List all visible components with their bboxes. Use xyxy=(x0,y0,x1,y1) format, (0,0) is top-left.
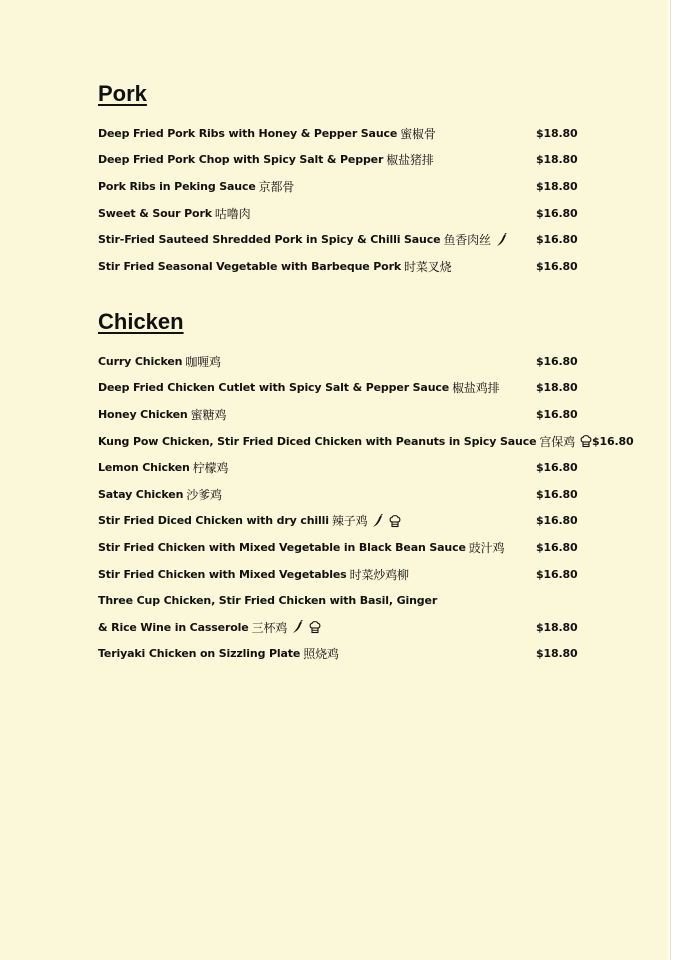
menu-item-chinese: 椒盐鸡排 xyxy=(452,381,500,396)
menu-item-english: Three Cup Chicken, Stir Fried Chicken with Basil, Ginger xyxy=(98,594,438,608)
menu-item-price: $18.80 xyxy=(536,179,578,193)
menu-item-name xyxy=(98,594,437,607)
menu-item-english: Stir Fried Diced Chicken with dry chilli xyxy=(98,514,329,528)
menu-item-name xyxy=(98,512,401,529)
section-title-pork: Pork xyxy=(98,81,147,106)
menu-item xyxy=(98,253,576,280)
menu-item-english: Teriyaki Chicken on Sizzling Plate xyxy=(98,647,301,661)
menu-item-chinese: 京都骨 xyxy=(258,179,295,194)
menu-item xyxy=(98,173,576,200)
menu-item-name xyxy=(98,645,339,662)
menu-item-price: $16.80 xyxy=(536,407,578,421)
menu-item xyxy=(98,614,576,641)
menu-item-english: & Rice Wine in Casserole xyxy=(98,620,249,634)
chef-hat-icon xyxy=(580,434,592,448)
chilli-icon xyxy=(292,620,304,634)
menu-item-name xyxy=(98,258,451,275)
menu-item-name xyxy=(98,619,321,636)
menu-item-chinese: 蜜椒骨 xyxy=(400,126,436,141)
menu-item-chinese: 蜜糖鸡 xyxy=(190,407,227,422)
menu-item-chinese: 宫保鸡 xyxy=(539,434,575,449)
menu-item-price: $18.80 xyxy=(536,381,578,395)
menu-item-chinese: 咖喱鸡 xyxy=(185,354,221,369)
menu-item-name xyxy=(98,353,221,370)
menu-item-english: Sweet & Sour Pork xyxy=(98,206,212,220)
menu-item-english: Stir Fried Chicken with Mixed Vegetables xyxy=(98,567,347,581)
menu-item-name xyxy=(98,151,434,168)
menu-item-price: $16.80 xyxy=(536,233,578,247)
menu-item-price: $18.80 xyxy=(536,647,578,661)
menu-item-price: $18.80 xyxy=(536,620,578,634)
menu-item-english: Deep Fried Pork Chop with Spicy Salt & Pepper xyxy=(98,153,384,167)
menu-item xyxy=(98,120,576,147)
menu-item xyxy=(98,200,576,227)
menu-item xyxy=(98,534,576,561)
menu-item xyxy=(98,561,576,588)
menu-item-name xyxy=(98,566,409,583)
menu-item-chinese: 柠檬鸡 xyxy=(192,461,229,476)
menu-item-english: Honey Chicken xyxy=(98,407,188,421)
menu-item-price: $16.80 xyxy=(536,206,578,220)
menu-item-name xyxy=(98,125,436,142)
chef-hat-icon xyxy=(389,514,401,528)
menu-item-price: $16.80 xyxy=(536,567,578,581)
menu-item xyxy=(98,226,576,253)
menu-item-english: Lemon Chicken xyxy=(98,461,190,475)
menu-item-chinese: 椒盐猪排 xyxy=(386,153,434,168)
menu-item-name xyxy=(98,406,226,423)
page-edge xyxy=(665,0,679,960)
menu-item-name xyxy=(98,539,504,556)
menu-item-price: $16.80 xyxy=(536,354,578,368)
menu-item-chinese: 三杯鸡 xyxy=(251,620,288,635)
menu-item-name xyxy=(98,433,592,450)
menu-item-english: Curry Chicken xyxy=(98,354,183,368)
chicken-section xyxy=(98,308,634,667)
menu-item-price: $16.80 xyxy=(536,487,578,501)
menu-item-price: $16.80 xyxy=(591,434,634,448)
menu-item-name xyxy=(98,379,499,396)
menu-item-chinese: 时菜叉烧 xyxy=(404,259,452,274)
menu-item-price: $16.80 xyxy=(536,461,578,475)
menu-item xyxy=(98,348,576,375)
menu-item-name xyxy=(98,486,222,503)
menu-item-english: Stir-Fried Sauteed Shredded Pork in Spicy & Chilli Sauce xyxy=(98,233,441,247)
chef-hat-icon xyxy=(309,620,321,634)
chilli-icon xyxy=(496,233,508,247)
menu-item-name xyxy=(98,178,294,195)
menu-item xyxy=(98,147,576,174)
menu-item xyxy=(98,454,576,481)
menu-item xyxy=(98,641,576,668)
menu-item-price: $16.80 xyxy=(536,259,578,273)
menu-item-chinese: 豉汁鸡 xyxy=(468,540,505,555)
pork-section xyxy=(98,80,576,280)
menu-item xyxy=(98,508,576,535)
menu-item xyxy=(98,481,576,508)
menu-item-name xyxy=(98,231,508,248)
chilli-icon xyxy=(372,514,384,528)
menu-item-name xyxy=(98,459,228,476)
menu-item-english: Kung Pow Chicken, Stir Fried Diced Chicken with Peanuts in Spicy Sauce xyxy=(98,434,537,448)
menu-item-price: $18.80 xyxy=(536,126,578,140)
menu-item-price: $16.80 xyxy=(536,514,578,528)
menu-item-english: Stir Fried Seasonal Vegetable with Barbeque Pork xyxy=(98,259,402,273)
menu-item xyxy=(98,428,634,455)
menu-item-chinese: 辣子鸡 xyxy=(331,514,368,529)
menu-item-english: Pork Ribs in Peking Sauce xyxy=(98,179,256,193)
menu-item xyxy=(98,375,576,402)
menu-item-english: Satay Chicken xyxy=(98,487,184,501)
menu-item-english: Deep Fried Chicken Cutlet with Spicy Salt & Pepper Sauce xyxy=(98,381,450,395)
menu-item-price: $18.80 xyxy=(536,153,578,167)
menu-item xyxy=(98,401,576,428)
menu-item-price: $16.80 xyxy=(536,540,578,554)
menu-item-english: Deep Fried Pork Ribs with Honey & Pepper Sauce xyxy=(98,126,398,140)
menu-item-chinese: 照烧鸡 xyxy=(303,647,339,662)
menu-item-name xyxy=(98,205,250,222)
menu-item-chinese: 鱼香肉丝 xyxy=(443,233,491,248)
section-title-chicken: Chicken xyxy=(98,309,184,334)
menu-item-english: Stir Fried Chicken with Mixed Vegetable in Black Bean Sauce xyxy=(98,540,466,554)
menu-item-chinese: 时菜炒鸡柳 xyxy=(349,567,409,582)
menu-item xyxy=(98,587,576,614)
menu-item-chinese: 咕噜肉 xyxy=(214,206,251,221)
menu-item-chinese: 沙爹鸡 xyxy=(186,487,222,502)
